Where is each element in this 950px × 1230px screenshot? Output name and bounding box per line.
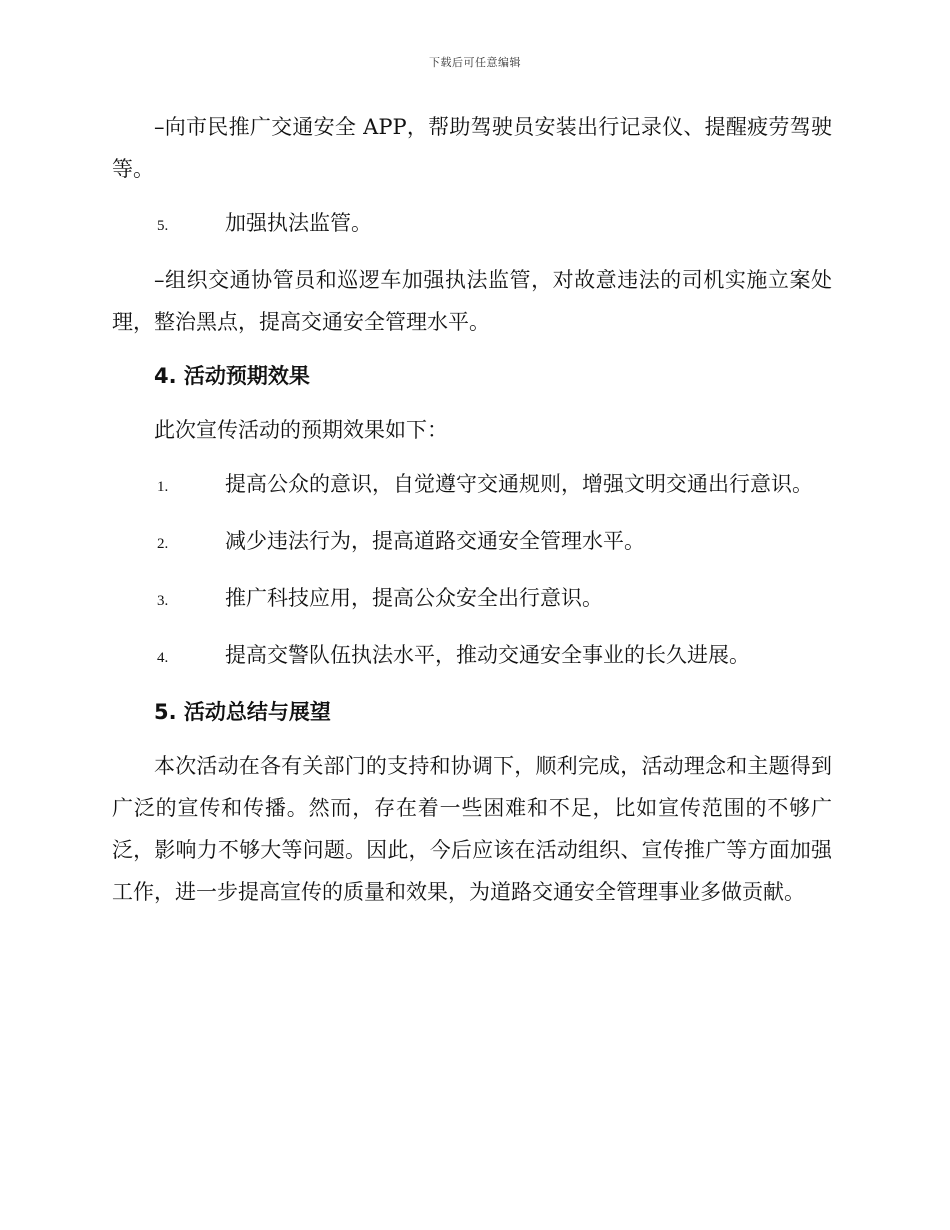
list-text: 推广科技应用，提高公众安全出行意识。 [225,586,603,610]
list-text: 加强执法监管。 [225,211,372,235]
section-heading-expected-effects: 4. 活动预期效果 [154,364,310,388]
section-heading-summary: 5. 活动总结与展望 [154,700,331,724]
document-body [112,106,832,925]
paragraph-effects-intro: 此次宣传活动的预期效果如下： [154,418,448,442]
list-number: 4. [157,650,169,666]
paragraph-summary: 本次活动在各有关部门的支持和协调下，顺利完成，活动理念和主题得到广泛的宣传和传播。然而，存在着一些困难和不足，比如宣传范围的不够广泛，影响力不够大等问题。因此，今后应该在活动组织、宣传推广等方面加强工作，进一步提高宣传的质量和效果，为道路交通安全管理事业多做贡献。 [112,754,832,904]
paragraph-app-promotion: –向市民推广交通安全 APP，帮助驾驶员安装出行记录仪、提醒疲劳驾驶等。 [112,115,832,181]
list-item-effect-2 [112,520,832,565]
list-item-enforcement [112,202,832,247]
list-number: 3. [157,593,169,609]
list-number: 1. [157,479,169,495]
paragraph-enforcement-detail: –组织交通协管员和巡逻车加强执法监管，对故意违法的司机实施立案处理，整治黑点，提高交通安全管理水平。 [112,268,832,334]
list-text: 提高交警队伍执法水平，推动交通安全事业的长久进展。 [225,643,750,667]
list-item-effect-4 [112,634,832,679]
page-header: 下载后可任意编辑 [429,56,521,69]
list-item-effect-3 [112,577,832,622]
list-text: 减少违法行为，提高道路交通安全管理水平。 [225,529,645,553]
list-item-effect-1 [112,463,832,508]
list-number: 5. [157,218,169,234]
list-number: 2. [157,536,169,552]
list-text: 提高公众的意识，自觉遵守交通规则，增强文明交通出行意识。 [225,472,813,496]
